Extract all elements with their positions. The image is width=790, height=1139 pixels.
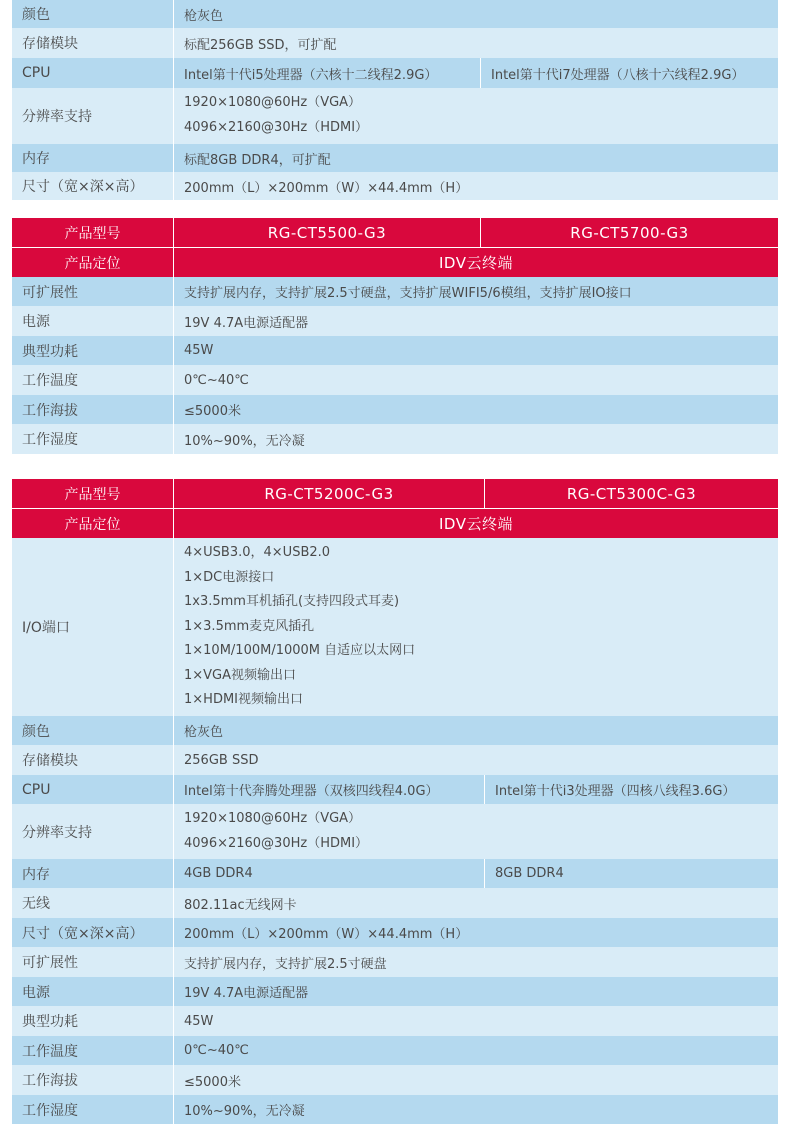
model-header-label: 产品型号	[64, 486, 121, 503]
spec-row-altitude	[12, 1065, 778, 1095]
spec-row-cpu	[12, 775, 778, 804]
model-name-2: RG-CT5700-G3	[480, 218, 778, 247]
row-label: 工作温度	[22, 373, 78, 389]
spec-row-memory	[12, 144, 778, 172]
row-value: 支持扩展内存，支持扩展2.5寸硬盘	[173, 947, 778, 977]
row-value: 枪灰色	[173, 0, 778, 28]
positioning-label: 产品定位	[64, 255, 121, 272]
row-label: CPU	[22, 65, 51, 81]
spec-row-resolution	[12, 804, 778, 859]
model-name-2: RG-CT5300C-G3	[484, 479, 778, 508]
model-name-1: RG-CT5500-G3	[173, 218, 480, 247]
spec-row-wireless	[12, 888, 778, 918]
row-value: 45W	[173, 336, 778, 365]
spec-row-humidity	[12, 424, 778, 454]
spec-row-storage	[12, 28, 778, 58]
spec-table-top	[12, 0, 778, 200]
spec-row-color	[12, 0, 778, 28]
spec-row-consumption	[12, 1006, 778, 1036]
row-value: ≤5000米	[173, 1065, 778, 1095]
io-port-line: 1×10M/100M/1000M 自适应以太网口	[184, 643, 416, 659]
model-header-label: 产品型号	[64, 225, 121, 242]
row-value-model2: Intel第十代i3处理器（四核八线程3.6G）	[484, 775, 778, 804]
positioning-value: IDV云终端	[173, 248, 778, 277]
row-value: 45W	[173, 1006, 778, 1036]
row-label: 尺寸（宽×深×高）	[22, 179, 144, 195]
row-label: 工作海拔	[22, 1073, 78, 1089]
row-value-model1: 4GB DDR4	[173, 859, 484, 888]
spec-row-memory	[12, 859, 778, 888]
spec-table-ct5500-ct5700	[12, 218, 778, 454]
spec-row-consumption	[12, 336, 778, 365]
row-value-model1: Intel第十代i5处理器（六核十二线程2.9G）	[173, 58, 480, 88]
row-label: 电源	[22, 984, 50, 1001]
row-value	[173, 804, 778, 859]
row-value: 200mm（L）×200mm（W）×44.4mm（H）	[173, 918, 778, 947]
row-value-model1: Intel第十代奔腾处理器（双核四线程4.0G）	[173, 775, 484, 804]
row-value: 标配8GB DDR4，可扩配	[173, 144, 778, 172]
io-port-line: 1x3.5mm耳机插孔(支持四段式耳麦)	[184, 594, 400, 610]
spec-row-storage	[12, 745, 778, 775]
row-label: 工作湿度	[22, 1102, 78, 1119]
spec-row-io-ports	[12, 538, 778, 716]
spec-row-expansion	[12, 277, 778, 306]
row-label: 分辨率支持	[22, 109, 92, 125]
io-port-line: 1×HDMI视频输出口	[184, 692, 303, 708]
row-label: I/O端口	[22, 620, 70, 636]
spec-row-power	[12, 977, 778, 1006]
resolution-line: 1920×1080@60Hz（VGA）	[184, 810, 362, 826]
row-label: 可扩展性	[22, 284, 78, 301]
spec-row-resolution	[12, 88, 778, 144]
resolution-line: 4096×2160@30Hz（HDMI）	[184, 120, 369, 135]
model-header-row	[12, 479, 778, 509]
row-label: 典型功耗	[22, 343, 78, 360]
row-value: 256GB SSD	[173, 745, 778, 775]
model-header-row	[12, 218, 778, 248]
io-port-line: 4×USB3.0，4×USB2.0	[184, 544, 331, 560]
resolution-line: 1920×1080@60Hz（VGA）	[184, 95, 362, 111]
resolution-line: 4096×2160@30Hz（HDMI）	[184, 835, 369, 851]
spec-row-temperature	[12, 1036, 778, 1065]
positioning-row	[12, 509, 778, 538]
row-value: 10%~90%，无冷凝	[173, 1095, 778, 1124]
row-label: 工作海拔	[22, 402, 78, 419]
row-label: 工作湿度	[22, 432, 78, 448]
row-value: 0℃~40℃	[173, 1036, 778, 1065]
row-value: 枪灰色	[173, 716, 778, 745]
spec-row-temperature	[12, 365, 778, 395]
row-label: 分辨率支持	[22, 824, 92, 841]
spec-row-color	[12, 716, 778, 745]
row-value: 10%~90%，无冷凝	[173, 424, 778, 454]
positioning-value: IDV云终端	[173, 509, 778, 538]
row-value-model2: 8GB DDR4	[484, 859, 778, 888]
model-name-1: RG-CT5200C-G3	[173, 479, 484, 508]
spec-row-dimensions	[12, 918, 778, 947]
spec-row-altitude	[12, 395, 778, 424]
row-label: 内存	[22, 151, 50, 167]
positioning-label: 产品定位	[64, 516, 121, 533]
spec-row-humidity	[12, 1095, 778, 1124]
row-label: 典型功耗	[22, 1014, 78, 1030]
spec-table-ct5200c-ct5300c	[12, 479, 778, 1124]
spec-row-dimensions	[12, 172, 778, 200]
row-label: 颜色	[22, 723, 50, 740]
row-value-model2: Intel第十代i7处理器（八核十六线程2.9G）	[480, 58, 778, 88]
row-value: 支持扩展内存，支持扩展2.5寸硬盘，支持扩展WIFI5/6模组，支持扩展IO接口	[173, 277, 778, 306]
row-label: 存储模块	[22, 753, 78, 769]
row-label: 存储模块	[22, 36, 78, 52]
io-port-line: 1×DC电源接口	[184, 569, 275, 585]
row-value: 19V 4.7A电源适配器	[173, 977, 778, 1006]
spec-row-cpu	[12, 58, 778, 88]
row-label: 工作温度	[22, 1043, 78, 1060]
spec-row-expansion	[12, 947, 778, 977]
io-port-line: 1×3.5mm麦克风插孔	[184, 618, 315, 634]
row-value: 200mm（L）×200mm（W）×44.4mm（H）	[173, 172, 778, 200]
row-value: 0℃~40℃	[173, 365, 778, 395]
row-label: 内存	[22, 866, 50, 883]
row-label: 无线	[22, 896, 50, 912]
row-value: 802.11ac无线网卡	[173, 888, 778, 918]
row-value: 标配256GB SSD，可扩配	[173, 28, 778, 58]
spec-row-power	[12, 306, 778, 336]
positioning-row	[12, 248, 778, 277]
row-label: 电源	[22, 314, 50, 330]
io-port-line: 1×VGA视频输出口	[184, 667, 297, 683]
row-label: 可扩展性	[22, 955, 78, 971]
row-value	[173, 88, 778, 144]
row-value: 19V 4.7A电源适配器	[173, 306, 778, 336]
row-label: 颜色	[22, 7, 50, 23]
row-value: ≤5000米	[173, 395, 778, 424]
row-value	[173, 538, 778, 716]
row-label: 尺寸（宽×深×高）	[22, 925, 144, 942]
row-label: CPU	[22, 781, 51, 798]
